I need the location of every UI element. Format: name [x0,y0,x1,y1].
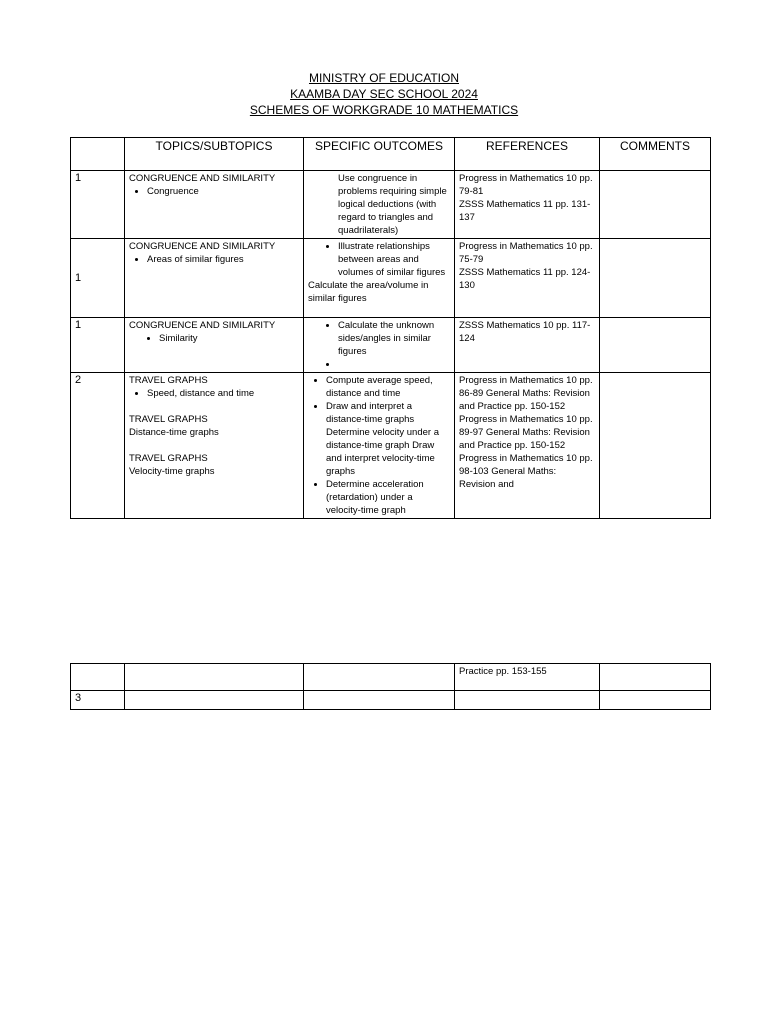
week-cell: 1 [71,171,125,239]
reference-cell [455,239,600,318]
topic-cell [125,373,304,519]
comment-cell [600,373,711,519]
topic-title: TRAVEL GRAPHS [129,453,208,464]
week-cell: 1 [71,239,125,318]
topics-header: TOPICS/SUBTOPICS [125,138,304,171]
week-cell: 3 [71,691,125,710]
table-row [71,171,711,239]
table-row [71,691,711,710]
topic-title: CONGRUENCE AND SIMILARITY [129,241,276,252]
topic-title: CONGRUENCE AND SIMILARITY [129,320,276,331]
outcome-cell [304,373,455,519]
subtopic-item: • Similarity [159,332,299,345]
table-row [71,318,711,373]
references-header: REFERENCES [455,138,600,171]
outcome-item: • Calculate the unknown sides/angles in similar figures [338,319,450,358]
outcomes-header: SPECIFIC OUTCOMES [304,138,455,171]
reference-cell: Practice pp. 153-155 [455,664,600,691]
topic-cell [125,664,304,691]
comment-cell [600,664,711,691]
subtopic-item: • Areas of similar figures [147,253,299,266]
outcome-item: • Illustrate relationships between areas and volumes of similar figures [338,240,450,279]
comment-cell [600,691,711,710]
comments-header: COMMENTS [600,138,711,171]
topic-title: TRAVEL GRAPHS [129,414,208,425]
outcome-item: • Determine acceleration (retardation) under a velocity-time graph [326,478,450,517]
reference-text: ZSSS Mathematics 11 pp. 124-130 [459,267,591,291]
subtopic-item: • Speed, distance and time [147,387,299,400]
scheme-title: SCHEMES OF WORKGRADE 10 MATHEMATICS [249,103,519,117]
subtopic-text: Velocity-time graphs [129,466,215,477]
subtopic-item: • Congruence [147,185,299,198]
week-header [71,138,125,171]
reference-cell [455,691,600,710]
outcome-cell [304,664,455,691]
reference-text: Progress in Mathematics 10 pp. 75-79 [459,241,593,265]
subtopic-text: Distance-time graphs [129,427,219,438]
outcome-cell [304,691,455,710]
outcome-cell [304,171,455,239]
outcome-text: Use congruence in problems requiring simple logical deductions (with regard to triangles and quadrilaterals) [338,173,447,236]
reference-text: Progress in Mathematics 10 pp. 79-81 [459,173,593,197]
comment-cell [600,171,711,239]
reference-text: Progress in Mathematics 10 pp. 86-89 General Maths: Revision and Practice pp. 150-152 Progress in Mathematics 10 pp. 89-97 General Maths: Revision and Practice pp. 150-152 Progress in Mathematics 10 pp. 98-103 General Maths: Revision and [459,375,593,490]
scheme-table [70,137,711,519]
table-header-row [71,138,711,171]
table-row [71,373,711,519]
ministry-title: MINISTRY OF EDUCATION [308,71,459,85]
reference-text: ZSSS Mathematics 10 pp. 117-124 [459,320,591,344]
outcome-item: • Draw and interpret a distance-time graphs Determine velocity under a distance-time graph Draw and interpret velocity-time graphs [326,400,450,478]
school-title: KAAMBA DAY SEC SCHOOL 2024 [290,87,478,101]
week-cell: 2 [71,373,125,519]
empty-bullet [338,358,450,371]
week-cell [71,664,125,691]
topic-title: TRAVEL GRAPHS [129,375,208,386]
comment-cell [600,318,711,373]
reference-cell [455,318,600,373]
topic-cell [125,171,304,239]
table-row [71,664,711,691]
comment-cell [600,239,711,318]
table-row [71,239,711,318]
topic-cell [125,318,304,373]
topic-cell [125,691,304,710]
reference-cell [455,171,600,239]
reference-cell [455,373,600,519]
outcome-text: Calculate the area/volume in similar figures [308,280,429,304]
outcome-cell [304,318,455,373]
reference-text: ZSSS Mathematics 11 pp. 131-137 [459,199,591,223]
outcome-item: • Compute average speed, distance and time [326,374,450,400]
week-cell: 1 [71,318,125,373]
topic-title: CONGRUENCE AND SIMILARITY [129,173,276,184]
topic-cell [125,239,304,318]
document-heading [0,70,768,118]
scheme-table-continued [70,663,711,710]
outcome-cell [304,239,455,318]
